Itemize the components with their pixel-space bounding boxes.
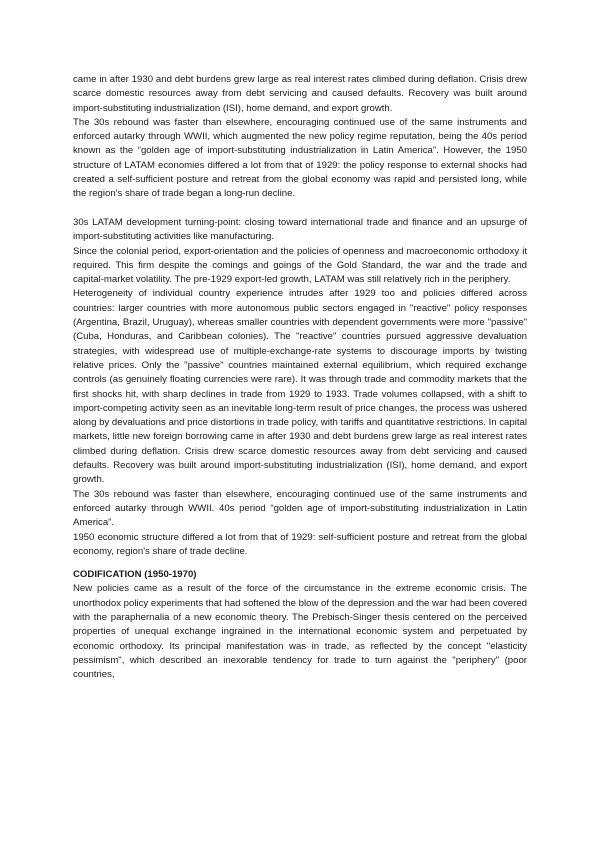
- section-gap: [73, 559, 527, 568]
- paragraph: 1950 economic structure differed a lot from that of 1929: self-sufficient posture and retreat from the global economy, region's share of trade decline.: [73, 531, 527, 557]
- paragraph: The 30s rebound was faster than elsewhere, encouraging continued use of the same instruments and enforced autarky through WWII. 40s period “golden age of import-substituting industrialization in Latin America”.: [73, 488, 527, 529]
- paragraph: New policies came as a result of the force of the circumstance in the extreme economic crisis. The unorthodox policy experiments that had softened the blow of the depression and the war had been covered with the paraphernalia of a new economic theory. The Prebisch-Singer thesis centered on the perceived properties of unequal exchange ingrained in the international economic system and perpetuated by economic orthodoxy. Its principal manifestation was in trade, as reflected by the concept "elasticity pessimism", which described an inexorable tendency for trade to turn against the "periphery" (poor countries,: [73, 583, 527, 681]
- paragraph-gap: [73, 202, 527, 216]
- paragraph: The 30s rebound was faster than elsewhere, encouraging continued use of the same instruments and enforced autarky through WWII, which augmented the new policy regime reputation, being the 40s period known as the “golden age of import-substituting industrialization in Latin America”. However, the 1950 structure of LATAM economies differed a lot from that of 1929: the policy response to external shocks had created a self-sufficient posture and retreat from the global economy was rapid and persisted long, while the region's share of trade began a long-run decline.: [73, 116, 527, 200]
- section-heading: CODIFICATION (1950-1970): [73, 569, 197, 581]
- paragraph: Since the colonial period, export-orientation and the policies of openness and macroeconomic orthodoxy it required. This firm despite the comings and goings of the Gold Standard, the war and the trade and capital-market volatility. The pre-1929 export-led growth, LATAM was still relatively rich in the periphery.: [73, 245, 527, 286]
- paragraph: 30s LATAM development turning-point: closing toward international trade and finance and an upsurge of import-substituting activities like manufacturing.: [73, 216, 527, 243]
- document-page: [73, 73, 527, 682]
- paragraph: came in after 1930 and debt burdens grew large as real interest rates climbed during deflation. Crisis drew scarce domestic resources away from debt servicing and caused defaults. Recovery was built around import-substituting industrialization (ISI), home demand, and export growth.: [73, 74, 527, 114]
- paragraph: Heterogeneity of individual country experience intrudes after 1929 too and policies differed across countries: larger countries with more autonomous public sectors engaged in "reactive" policy responses (Argentina, Brazil, Uruguay), whereas smaller countries with dependent governments were more "passive" (Cuba, Honduras, and Caribbean colonies). The "reactive" countries pursued aggressive devaluation strategies, with widespread use of multiple-exchange-rate systems to discourage imports by twisting relative prices. Only the "passive" countries maintained external equilibrium, which required exchange controls (as genuinely floating currencies were rare). It was through trade and commodity markets that the first shocks hit, with sharp declines in trade from 1929 to 1933. Trade volumes collapsed, with a shift to import-competing activity seen as an inevitable long-term result of price changes, the process was ushered along by devaluations and price distortions in trade policy, with tariffs and quantitative restrictions. In capital markets, little new foreign borrowing came in after 1930 and debt burdens grew large as real interest rates climbed during deflation. Crisis drew scarce domestic resources away from debt servicing and caused defaults. Recovery was built around import-substituting industrialization (ISI), home demand, and export growth.: [73, 288, 527, 486]
